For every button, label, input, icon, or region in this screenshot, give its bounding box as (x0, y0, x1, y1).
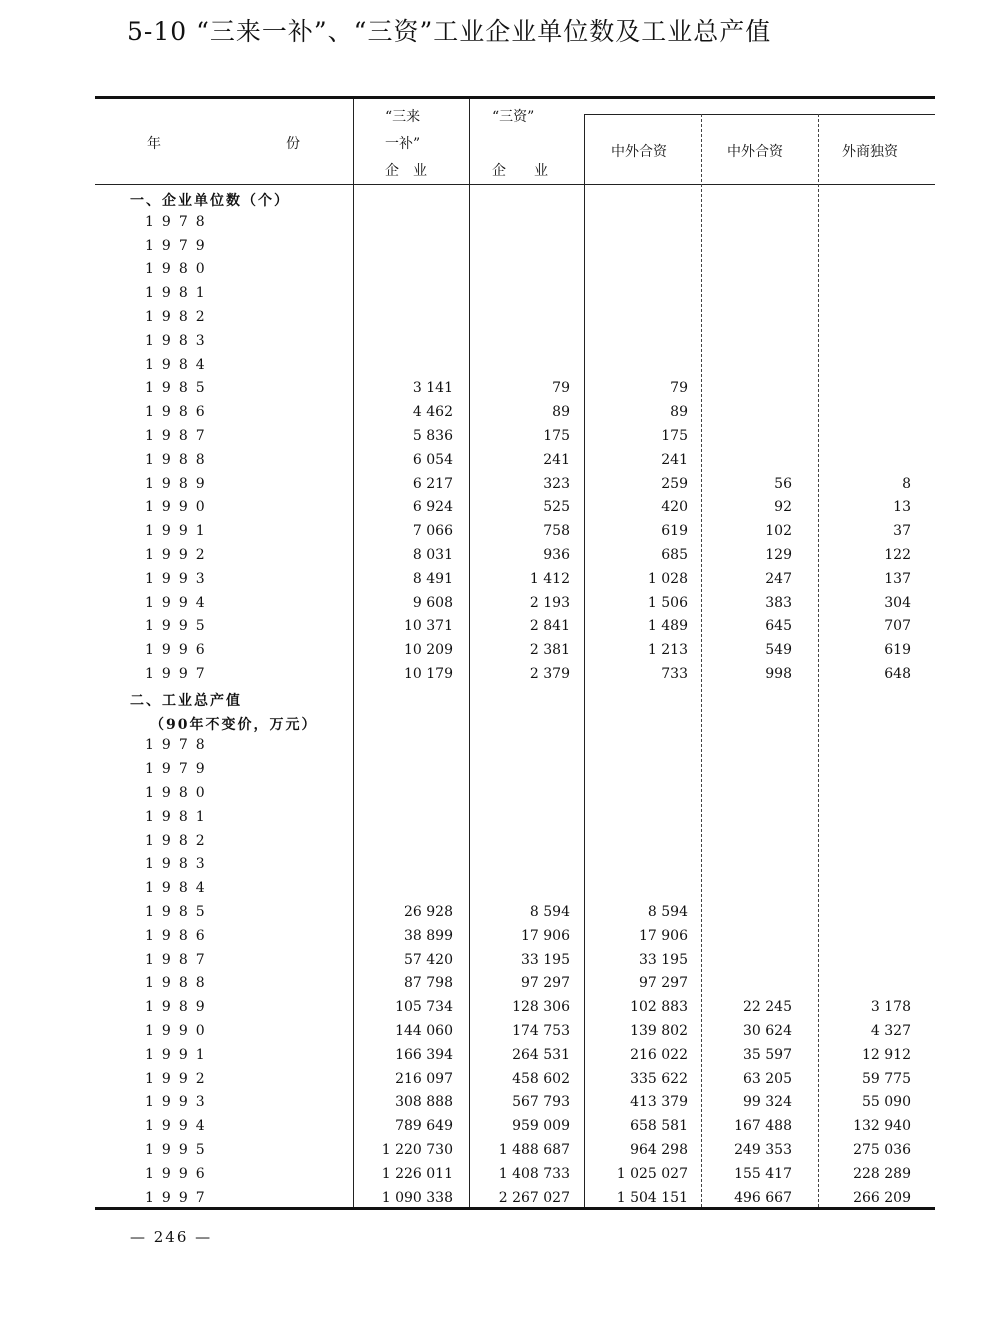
year-cell: 1986 (145, 404, 213, 421)
section-label: 二、工业总产值 (130, 692, 242, 709)
value-cell-c3: 1 028 (647, 570, 688, 587)
value-cell-c2: 2 193 (529, 594, 570, 611)
value-cell-c3: 241 (661, 451, 688, 468)
table-row (95, 734, 935, 758)
table-row (95, 520, 935, 544)
section-header (95, 187, 935, 211)
value-cell-c1: 4 462 (412, 404, 453, 421)
value-cell-c1: 9 608 (412, 594, 453, 611)
value-cell-c5: 648 (884, 666, 911, 682)
table-row (95, 639, 935, 663)
year-cell: 1993 (145, 1094, 213, 1111)
value-cell-c4: 129 (765, 547, 792, 563)
table-row (95, 1163, 935, 1187)
value-cell-c2: 525 (543, 499, 570, 516)
table-row (95, 996, 935, 1020)
value-cell-c1: 8 491 (412, 570, 453, 587)
value-cell-c3: 685 (661, 547, 688, 563)
value-cell-c5: 266 209 (853, 1189, 911, 1206)
table-row (95, 972, 935, 996)
value-cell-c2: 174 753 (512, 1023, 570, 1039)
table-row (95, 1020, 935, 1044)
value-cell-c1: 166 394 (395, 1046, 453, 1063)
table-row (95, 568, 935, 592)
year-cell: 1984 (145, 880, 213, 897)
year-cell: 1991 (145, 523, 213, 540)
value-cell-c2: 567 793 (512, 1094, 570, 1111)
header-col2-line1: “三资” (492, 109, 535, 125)
table-row (95, 830, 935, 854)
value-cell-c1: 216 097 (395, 1070, 453, 1087)
table-row (95, 473, 935, 497)
table-row (95, 1115, 935, 1139)
value-cell-c1: 8 031 (412, 547, 453, 563)
value-cell-c2: 1 412 (529, 570, 570, 587)
value-cell-c2: 323 (543, 475, 570, 492)
value-cell-c2: 959 009 (512, 1118, 570, 1135)
table-row (95, 258, 935, 282)
year-cell: 1983 (145, 856, 213, 873)
value-cell-c1: 10 179 (404, 666, 453, 682)
table-title: 5-10 “三来一补”、“三资”工业企业单位数及工业总产值 (127, 17, 772, 46)
header-col2-line2: 企 业 (492, 163, 548, 179)
year-cell: 1985 (145, 380, 213, 397)
header-rule (95, 184, 935, 185)
value-cell-c4: 998 (765, 666, 792, 682)
value-cell-c4: 496 667 (734, 1189, 792, 1206)
value-cell-c3: 964 298 (630, 1142, 688, 1158)
value-cell-c1: 7 066 (412, 523, 453, 540)
header-year-2: 份 (286, 136, 300, 152)
value-cell-c5: 3 178 (870, 999, 911, 1016)
table-row (95, 925, 935, 949)
subheader-rule (584, 114, 935, 115)
year-cell: 1994 (145, 1118, 213, 1135)
table-row (95, 401, 935, 425)
year-cell: 1993 (145, 570, 213, 587)
table-row (95, 330, 935, 354)
table-row (95, 806, 935, 830)
page-number: — 246 — (130, 1228, 213, 1246)
value-cell-c2: 89 (552, 404, 570, 421)
table-row (95, 663, 935, 687)
top-rule (95, 96, 935, 99)
value-cell-c2: 128 306 (512, 999, 570, 1016)
value-cell-c3: 175 (661, 428, 688, 444)
year-cell: 1997 (145, 666, 213, 682)
value-cell-c3: 420 (661, 499, 688, 516)
value-cell-c3: 1 025 027 (616, 1165, 688, 1182)
table-row (95, 1187, 935, 1211)
value-cell-c3: 8 594 (647, 904, 688, 920)
year-cell: 1997 (145, 1189, 213, 1206)
value-cell-c3: 619 (661, 523, 688, 540)
header-col3: 中外合资 (611, 144, 667, 160)
header-col5: 外商独资 (842, 144, 898, 160)
table-row (95, 758, 935, 782)
value-cell-c2: 33 195 (521, 951, 570, 968)
value-cell-c4: 247 (765, 570, 792, 587)
section-sublabel: （90年不变价，万元） (150, 716, 318, 733)
value-cell-c3: 1 213 (647, 642, 688, 659)
value-cell-c3: 79 (670, 380, 688, 397)
value-cell-c1: 6 217 (412, 475, 453, 492)
value-cell-c3: 1 506 (647, 594, 688, 611)
value-cell-c4: 383 (765, 594, 792, 611)
value-cell-c2: 458 602 (512, 1070, 570, 1087)
year-cell: 1980 (145, 261, 213, 278)
value-cell-c2: 1 408 733 (498, 1165, 570, 1182)
value-cell-c3: 335 622 (630, 1070, 688, 1087)
value-cell-c5: 619 (884, 642, 911, 659)
year-cell: 1992 (145, 1070, 213, 1087)
year-cell: 1979 (145, 237, 213, 254)
value-cell-c5: 132 940 (853, 1118, 911, 1135)
value-cell-c2: 17 906 (521, 927, 570, 944)
section-subheader (95, 711, 935, 735)
value-cell-c4: 63 205 (743, 1070, 792, 1087)
value-cell-c5: 4 327 (870, 1023, 911, 1039)
value-cell-c5: 228 289 (853, 1165, 911, 1182)
value-cell-c2: 2 841 (529, 618, 570, 635)
value-cell-c4: 102 (765, 523, 792, 540)
table-row (95, 853, 935, 877)
value-cell-c3: 1 489 (647, 618, 688, 635)
value-cell-c3: 102 883 (630, 999, 688, 1016)
year-cell: 1981 (145, 808, 213, 825)
value-cell-c4: 35 597 (743, 1046, 792, 1063)
value-cell-c2: 79 (552, 380, 570, 397)
year-cell: 1985 (145, 904, 213, 920)
value-cell-c4: 249 353 (734, 1142, 792, 1158)
value-cell-c4: 645 (765, 618, 792, 635)
value-cell-c1: 10 209 (404, 642, 453, 659)
value-cell-c2: 936 (543, 547, 570, 563)
value-cell-c2: 1 488 687 (498, 1142, 570, 1158)
table-row (95, 306, 935, 330)
year-cell: 1987 (145, 951, 213, 968)
table-row (95, 1044, 935, 1068)
value-cell-c4: 549 (765, 642, 792, 659)
table-row (95, 1068, 935, 1092)
value-cell-c2: 264 531 (512, 1046, 570, 1063)
value-cell-c3: 33 195 (639, 951, 688, 968)
year-cell: 1980 (145, 785, 213, 801)
year-cell: 1987 (145, 428, 213, 444)
value-cell-c1: 38 899 (404, 927, 453, 944)
value-cell-c4: 92 (774, 499, 792, 516)
value-cell-c5: 137 (884, 570, 911, 587)
value-cell-c2: 2 267 027 (498, 1189, 570, 1206)
year-cell: 1983 (145, 332, 213, 349)
header-col1-line3: 企 业 (385, 163, 427, 179)
table-row (95, 949, 935, 973)
header-year-1: 年 (147, 136, 161, 152)
table-row (95, 901, 935, 925)
value-cell-c3: 139 802 (630, 1023, 688, 1039)
value-cell-c2: 2 381 (529, 642, 570, 659)
value-cell-c4: 99 324 (743, 1094, 792, 1111)
year-cell: 1982 (145, 309, 213, 325)
year-cell: 1978 (145, 737, 213, 754)
section-label: 一、企业单位数（个） (130, 193, 290, 209)
value-cell-c1: 57 420 (404, 951, 453, 968)
table-row (95, 615, 935, 639)
header-col4: 中外合资 (727, 144, 783, 160)
value-cell-c5: 275 036 (853, 1142, 911, 1158)
table-row (95, 377, 935, 401)
value-cell-c3: 17 906 (639, 927, 688, 944)
value-cell-c2: 241 (543, 451, 570, 468)
value-cell-c3: 733 (661, 666, 688, 682)
value-cell-c5: 12 912 (862, 1046, 911, 1063)
value-cell-c1: 1 226 011 (381, 1165, 453, 1182)
value-cell-c5: 55 090 (862, 1094, 911, 1111)
value-cell-c1: 789 649 (395, 1118, 453, 1135)
value-cell-c1: 10 371 (404, 618, 453, 635)
header-col1-line1: “三来 (385, 109, 421, 125)
value-cell-c1: 6 054 (412, 451, 453, 468)
value-cell-c1: 1 090 338 (381, 1189, 453, 1206)
value-cell-c1: 308 888 (395, 1094, 453, 1111)
year-cell: 1981 (145, 285, 213, 302)
year-cell: 1994 (145, 594, 213, 611)
value-cell-c1: 105 734 (395, 999, 453, 1016)
value-cell-c2: 97 297 (521, 975, 570, 992)
table-row (95, 592, 935, 616)
year-cell: 1978 (145, 213, 213, 230)
year-cell: 1984 (145, 356, 213, 373)
value-cell-c5: 59 775 (862, 1070, 911, 1087)
year-cell: 1990 (145, 1023, 213, 1039)
value-cell-c3: 89 (670, 404, 688, 421)
value-cell-c5: 707 (884, 618, 911, 635)
year-cell: 1979 (145, 761, 213, 778)
year-cell: 1995 (145, 1142, 213, 1158)
value-cell-c1: 87 798 (404, 975, 453, 992)
table-row (95, 1139, 935, 1163)
year-cell: 1990 (145, 499, 213, 516)
value-cell-c4: 30 624 (743, 1023, 792, 1039)
table-row (95, 282, 935, 306)
header-col1-line2: 一补” (385, 136, 421, 152)
value-cell-c3: 1 504 151 (616, 1189, 688, 1206)
value-cell-c5: 304 (884, 594, 911, 611)
year-cell: 1989 (145, 999, 213, 1016)
value-cell-c5: 122 (884, 547, 911, 563)
year-cell: 1996 (145, 642, 213, 659)
value-cell-c3: 216 022 (630, 1046, 688, 1063)
value-cell-c5: 8 (902, 475, 911, 492)
table-row (95, 354, 935, 378)
value-cell-c4: 56 (774, 475, 792, 492)
year-cell: 1989 (145, 475, 213, 492)
value-cell-c4: 167 488 (734, 1118, 792, 1135)
year-cell: 1992 (145, 547, 213, 563)
value-cell-c1: 26 928 (404, 904, 453, 920)
year-cell: 1996 (145, 1165, 213, 1182)
year-cell: 1988 (145, 451, 213, 468)
value-cell-c2: 175 (543, 428, 570, 444)
year-cell: 1982 (145, 832, 213, 849)
value-cell-c1: 144 060 (395, 1023, 453, 1039)
year-cell: 1991 (145, 1046, 213, 1063)
value-cell-c2: 2 379 (529, 666, 570, 682)
value-cell-c1: 5 836 (412, 428, 453, 444)
year-cell: 1995 (145, 618, 213, 635)
table-row (95, 425, 935, 449)
year-cell: 1988 (145, 975, 213, 992)
value-cell-c3: 658 581 (630, 1118, 688, 1135)
table-row (95, 782, 935, 806)
value-cell-c3: 413 379 (630, 1094, 688, 1111)
section-header (95, 687, 935, 711)
value-cell-c2: 8 594 (529, 904, 570, 920)
table-row (95, 235, 935, 259)
value-cell-c1: 1 220 730 (381, 1142, 453, 1158)
year-cell: 1986 (145, 927, 213, 944)
value-cell-c2: 758 (543, 523, 570, 540)
value-cell-c1: 6 924 (412, 499, 453, 516)
value-cell-c4: 22 245 (743, 999, 792, 1016)
table-row (95, 449, 935, 473)
table-row (95, 211, 935, 235)
value-cell-c5: 13 (893, 499, 911, 516)
table-row (95, 544, 935, 568)
value-cell-c3: 97 297 (639, 975, 688, 992)
table-row (95, 877, 935, 901)
value-cell-c3: 259 (661, 475, 688, 492)
value-cell-c1: 3 141 (412, 380, 453, 397)
table-row (95, 496, 935, 520)
value-cell-c5: 37 (893, 523, 911, 540)
table-row (95, 1091, 935, 1115)
value-cell-c4: 155 417 (734, 1165, 792, 1182)
